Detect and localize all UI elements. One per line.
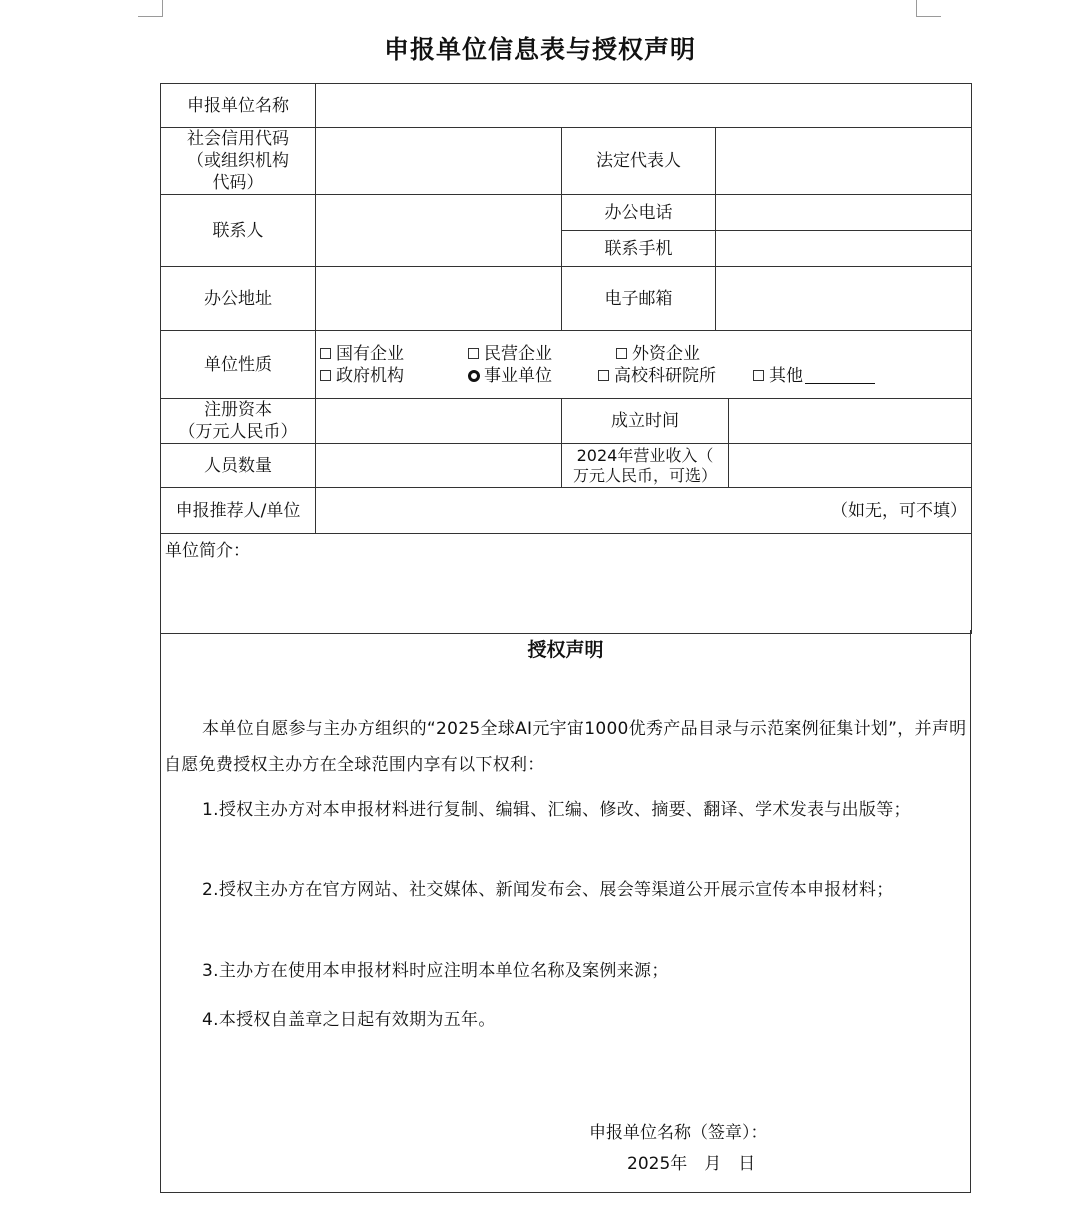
checkbox-icon [616, 348, 627, 359]
credit-code-label [161, 128, 316, 195]
nature-options-row2 [320, 365, 971, 387]
legal-rep-field[interactable] [716, 128, 972, 195]
capital-label-line2: （万元人民币） [178, 422, 298, 442]
revenue-field[interactable] [729, 444, 972, 488]
option-public-institution[interactable] [468, 365, 598, 387]
authorization-item-3: 3.主办方在使用本申报材料时应注明本单位名称及案例来源； [202, 961, 669, 981]
capital-label [161, 399, 316, 444]
unit-intro-label: 单位简介： [165, 541, 250, 561]
recommender-hint: （如无，可不填） [831, 500, 967, 521]
nature-label: 单位性质 [161, 331, 316, 399]
founded-field[interactable] [729, 399, 972, 444]
option-other[interactable] [753, 365, 875, 387]
checkbox-icon [598, 370, 609, 381]
mobile-label: 联系手机 [562, 231, 716, 267]
checkbox-icon [320, 370, 331, 381]
option-university[interactable] [598, 365, 753, 387]
unit-intro-field[interactable] [161, 534, 972, 634]
recommender-field[interactable] [316, 488, 972, 534]
email-label: 电子邮箱 [562, 267, 716, 331]
office-phone-field[interactable] [716, 195, 972, 231]
page-corner-mark-left [138, 0, 163, 17]
document-title: 申报单位信息表与授权声明 [383, 35, 696, 64]
checkbox-icon [468, 348, 479, 359]
option-label: 高校科研院所 [614, 365, 716, 386]
revenue-label [562, 444, 729, 488]
page-corner-mark-right [916, 0, 941, 17]
revenue-label-line1: 2024年营业收入（ [576, 445, 714, 465]
credit-code-field[interactable] [316, 128, 562, 195]
other-fill-line[interactable] [805, 367, 875, 384]
application-form-table [160, 83, 972, 634]
staff-field[interactable] [316, 444, 562, 488]
address-field[interactable] [316, 267, 562, 331]
recommender-label: 申报推荐人/单位 [161, 488, 316, 534]
nature-options [316, 331, 972, 399]
credit-code-label-line3: 代码） [212, 173, 264, 193]
option-label: 民营企业 [484, 343, 552, 364]
capital-field[interactable] [316, 399, 562, 444]
contact-field[interactable] [316, 195, 562, 267]
email-field[interactable] [716, 267, 972, 331]
option-label: 政府机构 [336, 365, 404, 386]
option-label: 事业单位 [484, 365, 552, 386]
contact-label: 联系人 [161, 195, 316, 267]
checkbox-icon [753, 370, 764, 381]
credit-code-label-line2: （或组织机构 [187, 151, 289, 171]
authorization-item-1: 1.授权主办方对本申报材料进行复制、编辑、汇编、修改、摘要、翻译、学术发表与出版等； [202, 800, 911, 820]
signature-label: 申报单位名称（签章）： [589, 1123, 768, 1143]
unit-name-field[interactable] [316, 84, 972, 128]
staff-label: 人员数量 [161, 444, 316, 488]
checkbox-icon [320, 348, 331, 359]
signature-date: 2025年 月 日 [627, 1154, 756, 1174]
unit-name-label: 申报单位名称 [161, 84, 316, 128]
address-label: 办公地址 [161, 267, 316, 331]
option-private[interactable] [468, 343, 616, 365]
option-state-owned[interactable] [320, 343, 468, 365]
selected-radio-icon [468, 370, 480, 382]
option-government[interactable] [320, 365, 468, 387]
nature-options-row1 [320, 343, 971, 365]
authorization-title: 授权声明 [527, 639, 604, 661]
credit-code-label-line1: 社会信用代码 [187, 129, 289, 149]
authorization-section [160, 630, 971, 1193]
founded-label: 成立时间 [562, 399, 729, 444]
option-label: 其他 [769, 365, 803, 386]
legal-rep-label: 法定代表人 [562, 128, 716, 195]
option-label: 国有企业 [336, 343, 404, 364]
authorization-item-4: 4.本授权自盖章之日起有效期为五年。 [202, 1010, 496, 1030]
option-foreign[interactable] [616, 343, 700, 365]
mobile-field[interactable] [716, 231, 972, 267]
capital-label-line1: 注册资本 [204, 400, 272, 420]
revenue-label-line2: 万元人民币，可选） [572, 465, 717, 485]
authorization-item-2: 2.授权主办方在官方网站、社交媒体、新闻发布会、展会等渠道公开展示宣传本申报材料； [202, 880, 894, 900]
option-label: 外资企业 [632, 343, 700, 364]
authorization-intro: 本单位自愿参与主办方组织的“2025全球AI元宇宙1000优秀产品目录与示范案例征集计划”，并声明自愿免费授权主办方在全球范围内享有以下权利： [164, 719, 967, 775]
office-phone-label: 办公电话 [562, 195, 716, 231]
